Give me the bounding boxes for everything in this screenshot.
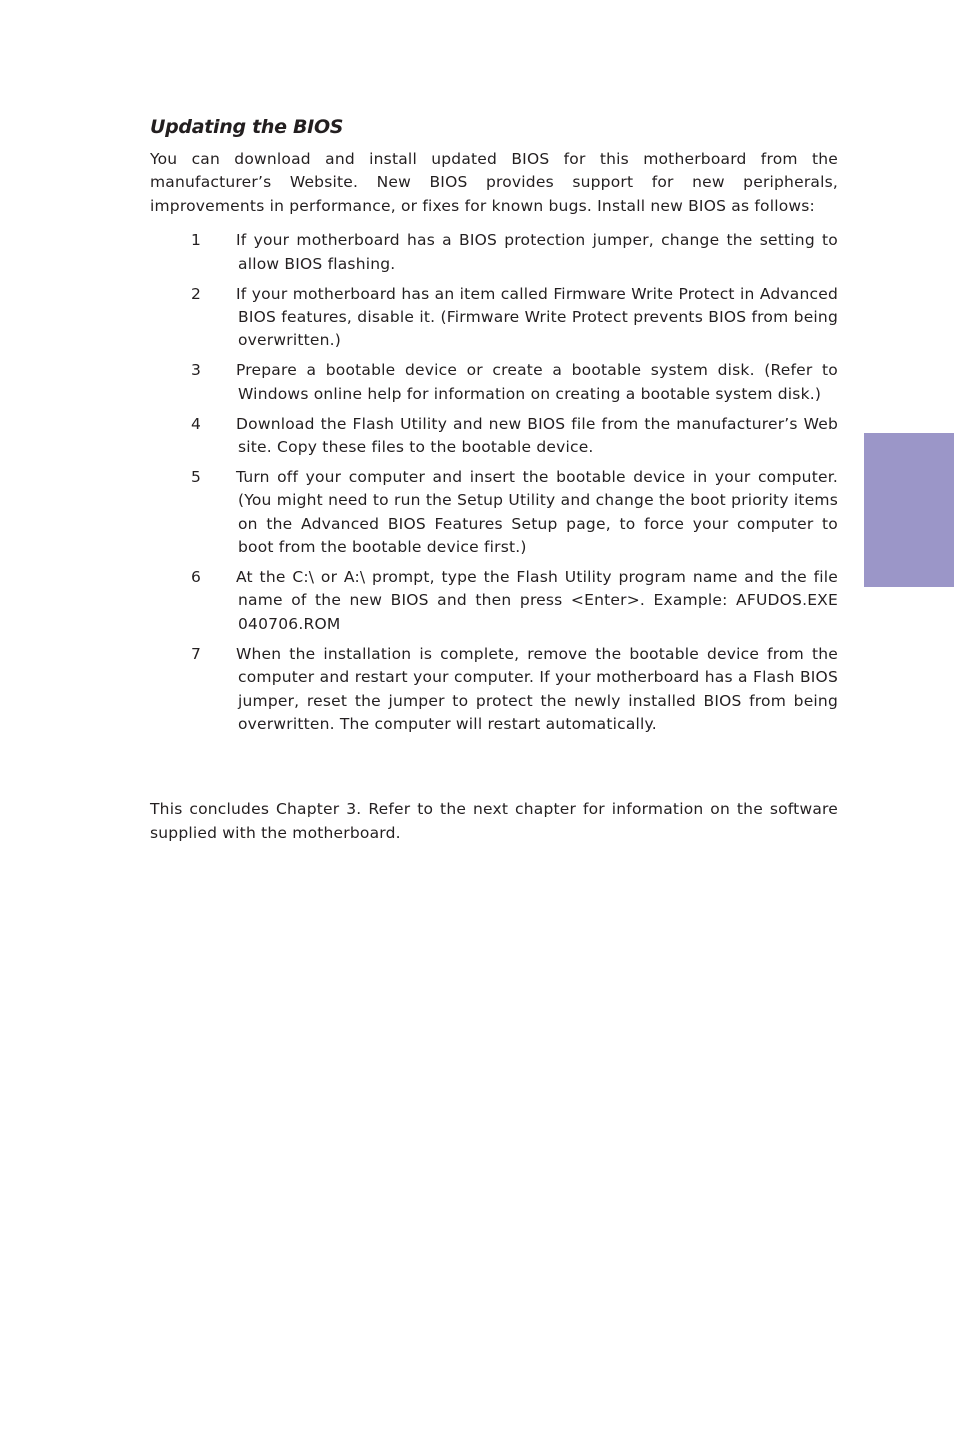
list-item	[150, 229, 838, 276]
list-item	[150, 566, 838, 636]
step-text: Turn off your computer and insert the bootable device in your computer. (You might need to run the Setup Utility and change the boot priority items on the Advanced BIOS Features Setup page, to force your computer to boot from the bootable device first.)	[236, 467, 838, 557]
step-number: 2	[191, 284, 202, 303]
step-number: 7	[191, 644, 202, 663]
step-number: 5	[191, 467, 202, 486]
step-text: Download the Flash Utility and new BIOS file from the manufacturer’s Web site. Copy these files to the bootable device.	[236, 414, 838, 456]
list-item	[150, 466, 838, 560]
steps-list	[150, 229, 838, 736]
list-item	[150, 359, 838, 406]
step-text: At the C:\ or A:\ prompt, type the Flash Utility program name and the file name of the new BIOS and then press <Enter>. Example: AFUDOS.EXE 040706.ROM	[236, 568, 838, 633]
list-item	[150, 413, 838, 460]
step-text: Prepare a bootable device or create a bootable system disk. (Refer to Windows online help for information on creating a bootable system disk.)	[236, 361, 838, 403]
step-number: 6	[191, 568, 202, 586]
step-text: When the installation is complete, remove the bootable device from the computer and restart your computer. If your motherboard has a Flash BIOS jumper, reset the jumper to protect the newly installed BIOS from being overwritten. The computer will restart automatically.	[236, 644, 838, 733]
step-number: 4	[191, 414, 202, 433]
intro-paragraph: You can download and install updated BIOS for this motherboard from the manufacturer’s Website. New BIOS provides support for new peripherals, improvements in performance, or fixes for known bugs. Install new BIOS as follows:	[150, 150, 838, 215]
closing-paragraph: This concludes Chapter 3. Refer to the next chapter for information on the software supplied with the motherboard.	[150, 800, 838, 842]
step-number: 1	[191, 231, 202, 250]
list-item	[150, 643, 838, 737]
list-item	[150, 283, 838, 353]
section-title: Updating the BIOS	[150, 116, 344, 138]
step-text: If your motherboard has an item called Firmware Write Protect in Advanced BIOS features, disable it. (Firmware Write Protect prevents BIOS from being overwritten.)	[236, 284, 838, 350]
chapter-side-tab	[864, 433, 954, 587]
step-number: 3	[191, 361, 202, 380]
step-text: If your motherboard has a BIOS protection jumper, change the setting to allow BIOS flashing.	[236, 231, 838, 273]
page-content	[150, 113, 838, 845]
